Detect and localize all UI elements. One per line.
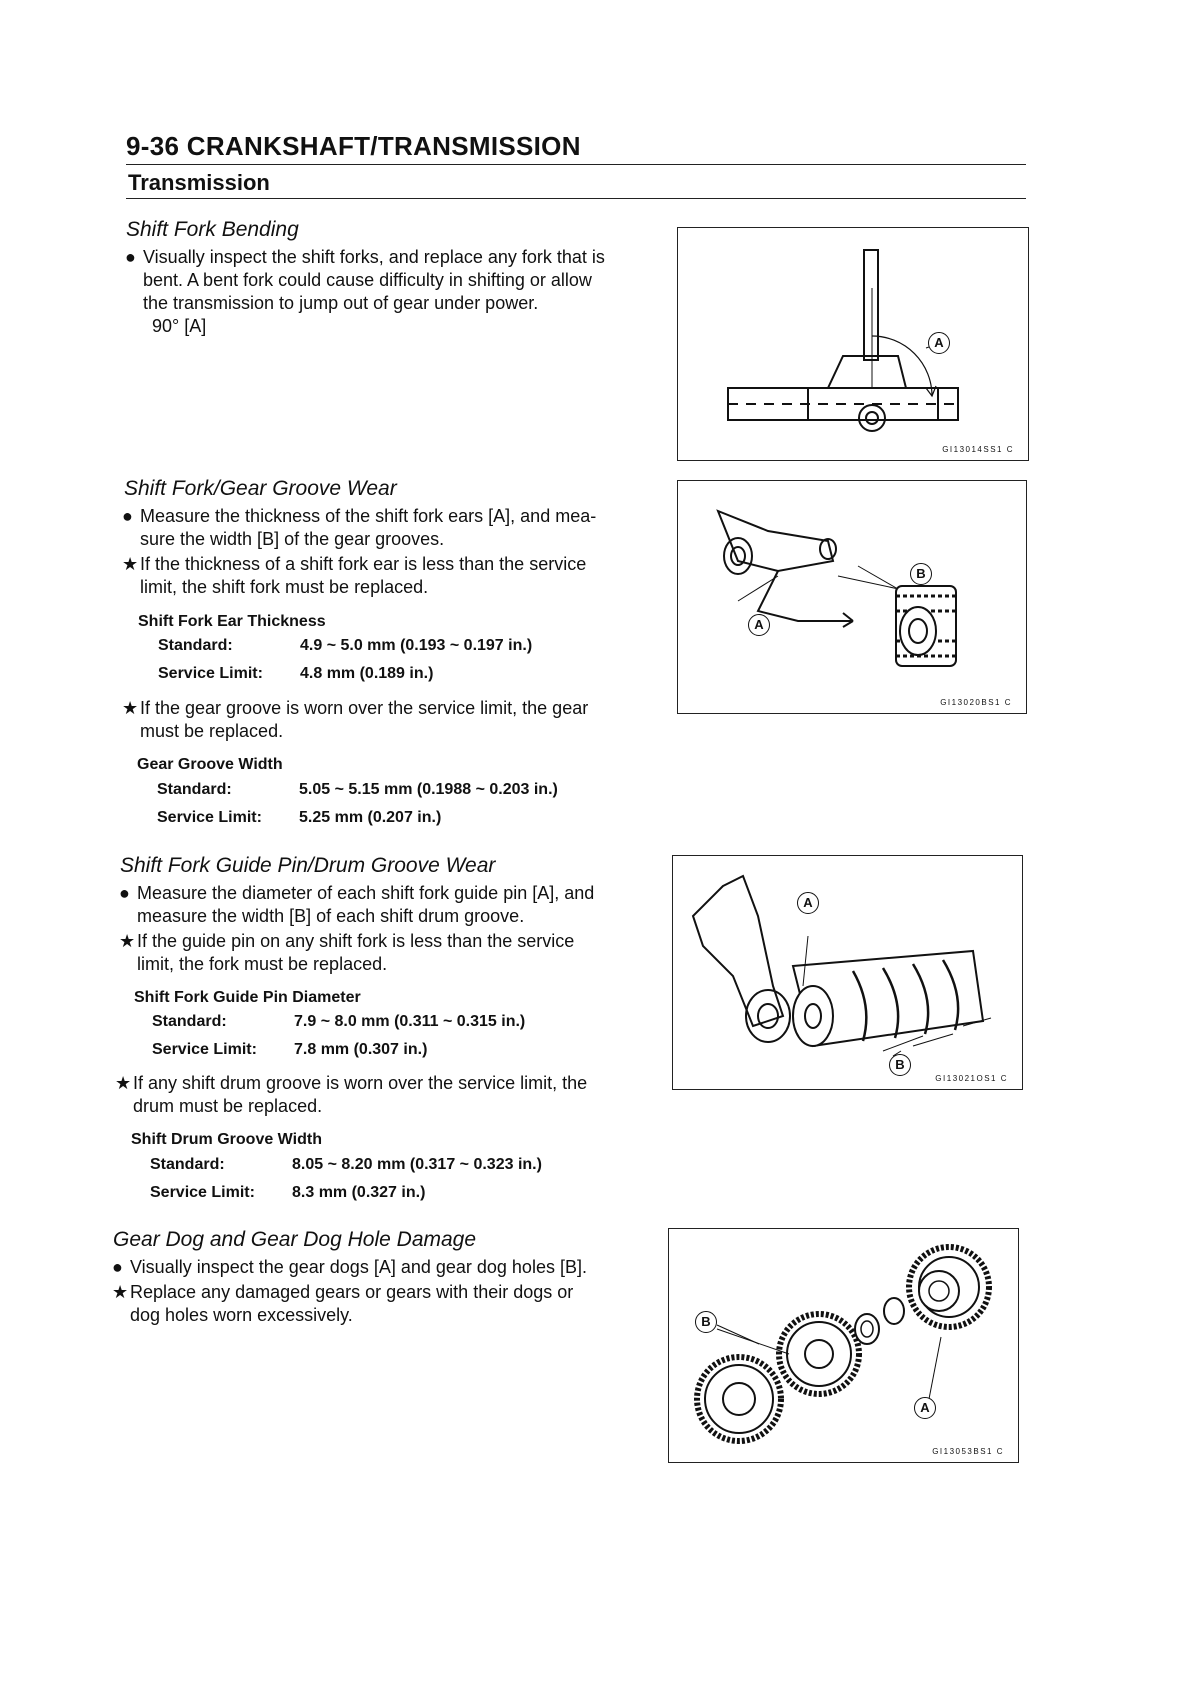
header-rule xyxy=(126,164,1026,165)
text-line: Visually inspect the shift forks, and replace any fork that is xyxy=(143,247,605,267)
bullet-mark: ● xyxy=(112,1257,123,1277)
text-line: If the thickness of a shift fork ear is less than the service xyxy=(140,554,587,574)
star-mark: ★ xyxy=(122,554,139,574)
sec2-star2 xyxy=(122,697,665,743)
sec1-angle-label: 90° [A] xyxy=(152,316,207,336)
spec-value: 7.9 ~ 8.0 mm (0.311 ~ 0.315 in.) xyxy=(294,1013,526,1030)
sec2-spec2-title: Gear Groove Width xyxy=(137,756,283,773)
shift-fork-gear-illustration xyxy=(678,481,1026,713)
sec3-star1 xyxy=(119,930,662,976)
shift-fork-bending-illustration xyxy=(678,228,1028,460)
shift-drum-illustration xyxy=(673,856,1022,1089)
text-line: bent. A bent fork could cause difficulty in shifting or allow xyxy=(143,270,592,290)
spec-label: Standard: xyxy=(150,1156,225,1173)
sec3-spec2-limit xyxy=(150,1184,426,1202)
text-line: If any shift drum groove is worn over the service limit, the xyxy=(133,1073,588,1093)
spec-label: Standard: xyxy=(157,781,232,798)
text-line: Replace any damaged gears or gears with their dogs or xyxy=(130,1282,574,1302)
sec3-spec2-title: Shift Drum Groove Width xyxy=(131,1131,322,1148)
spec-value: 5.25 mm (0.207 in.) xyxy=(299,809,442,826)
text-line: Measure the thickness of the shift fork ears [A], and mea- xyxy=(140,506,597,526)
text-line: Visually inspect the gear dogs [A] and gear dog holes [B]. xyxy=(130,1257,587,1277)
figure-shift-fork-bending xyxy=(677,227,1029,461)
callout-a: A xyxy=(748,614,770,636)
figure-gear-dog-damage xyxy=(668,1228,1019,1463)
callout-b: B xyxy=(910,563,932,585)
text-line: limit, the fork must be replaced. xyxy=(137,954,388,974)
sec4-bullet1 xyxy=(112,1256,660,1279)
sec1-title: Shift Fork Bending xyxy=(126,218,299,241)
spec-label: Service Limit: xyxy=(150,1184,255,1201)
text-line: If the gear groove is worn over the service limit, the gear xyxy=(140,698,589,718)
spec-label: Service Limit: xyxy=(158,665,263,682)
spec-value: 8.3 mm (0.327 in.) xyxy=(292,1184,426,1201)
figure-code: GI13014SS1 C xyxy=(942,445,1014,454)
figure-shift-fork-gear-groove xyxy=(677,480,1027,714)
sec4-title: Gear Dog and Gear Dog Hole Damage xyxy=(113,1228,477,1251)
figure-code: GI13053BS1 C xyxy=(932,1447,1004,1456)
text-line: must be replaced. xyxy=(140,721,284,741)
star-mark: ★ xyxy=(122,698,139,718)
sec3-spec1-standard xyxy=(152,1013,526,1031)
text-line: sure the width [B] of the gear grooves. xyxy=(140,529,445,549)
figure-code: GI13021OS1 C xyxy=(935,1074,1008,1083)
spec-label: Standard: xyxy=(152,1013,227,1030)
sec2-spec1-title: Shift Fork Ear Thickness xyxy=(138,613,326,630)
sec3-title: Shift Fork Guide Pin/Drum Groove Wear xyxy=(120,854,496,877)
callout-a: A xyxy=(914,1397,936,1419)
sec3-bullet1 xyxy=(119,882,662,928)
sec2-title: Shift Fork/Gear Groove Wear xyxy=(124,477,397,500)
sec3-star2 xyxy=(115,1072,663,1118)
text-line: If the guide pin on any shift fork is less than the service xyxy=(137,931,575,951)
sec2-bullet1 xyxy=(122,505,665,551)
callout-b: B xyxy=(695,1311,717,1333)
text-line: Measure the diameter of each shift fork guide pin [A], and xyxy=(137,883,595,903)
star-mark: ★ xyxy=(119,931,136,951)
sec2-star1 xyxy=(122,553,665,599)
callout-b: B xyxy=(889,1054,911,1076)
spec-label: Service Limit: xyxy=(157,809,262,826)
sec2-spec2-limit xyxy=(157,809,442,827)
text-line: dog holes worn excessively. xyxy=(130,1305,353,1325)
callout-a: A xyxy=(928,332,950,354)
spec-label: Service Limit: xyxy=(152,1041,257,1058)
sec2-spec1-standard xyxy=(158,637,533,655)
spec-value: 5.05 ~ 5.15 mm (0.1988 ~ 0.203 in.) xyxy=(299,781,558,798)
page-header: 9-36 CRANKSHAFT/TRANSMISSION xyxy=(126,131,581,161)
text-line: drum must be replaced. xyxy=(133,1096,323,1116)
spec-label: Standard: xyxy=(158,637,233,654)
callout-a: A xyxy=(797,892,819,914)
sec3-spec2-standard xyxy=(150,1156,542,1174)
section-rule xyxy=(126,198,1026,199)
spec-value: 4.9 ~ 5.0 mm (0.193 ~ 0.197 in.) xyxy=(300,637,533,654)
section-title: Transmission xyxy=(128,170,270,195)
sec3-spec1-title: Shift Fork Guide Pin Diameter xyxy=(134,989,361,1006)
text-line: the transmission to jump out of gear under power. xyxy=(143,293,539,313)
star-mark: ★ xyxy=(115,1073,132,1093)
sec2-spec2-standard xyxy=(157,781,558,799)
sec4-star1 xyxy=(112,1281,660,1327)
figure-guide-pin-drum-groove xyxy=(672,855,1023,1090)
text-line: limit, the shift fork must be replaced. xyxy=(140,577,429,597)
sec3-spec1-limit xyxy=(152,1041,428,1059)
bullet-mark: ● xyxy=(119,883,130,903)
spec-value: 7.8 mm (0.307 in.) xyxy=(294,1041,428,1058)
sec1-bullet1 xyxy=(125,246,663,315)
bullet-mark: ● xyxy=(122,506,133,526)
star-mark: ★ xyxy=(112,1282,129,1302)
text-line: measure the width [B] of each shift drum groove. xyxy=(137,906,525,926)
gear-dog-illustration xyxy=(669,1229,1018,1462)
figure-code: GI13020BS1 C xyxy=(940,698,1012,707)
bullet-mark: ● xyxy=(125,247,136,267)
spec-value: 4.8 mm (0.189 in.) xyxy=(300,665,434,682)
sec2-spec1-limit xyxy=(158,665,434,683)
spec-value: 8.05 ~ 8.20 mm (0.317 ~ 0.323 in.) xyxy=(292,1156,542,1173)
